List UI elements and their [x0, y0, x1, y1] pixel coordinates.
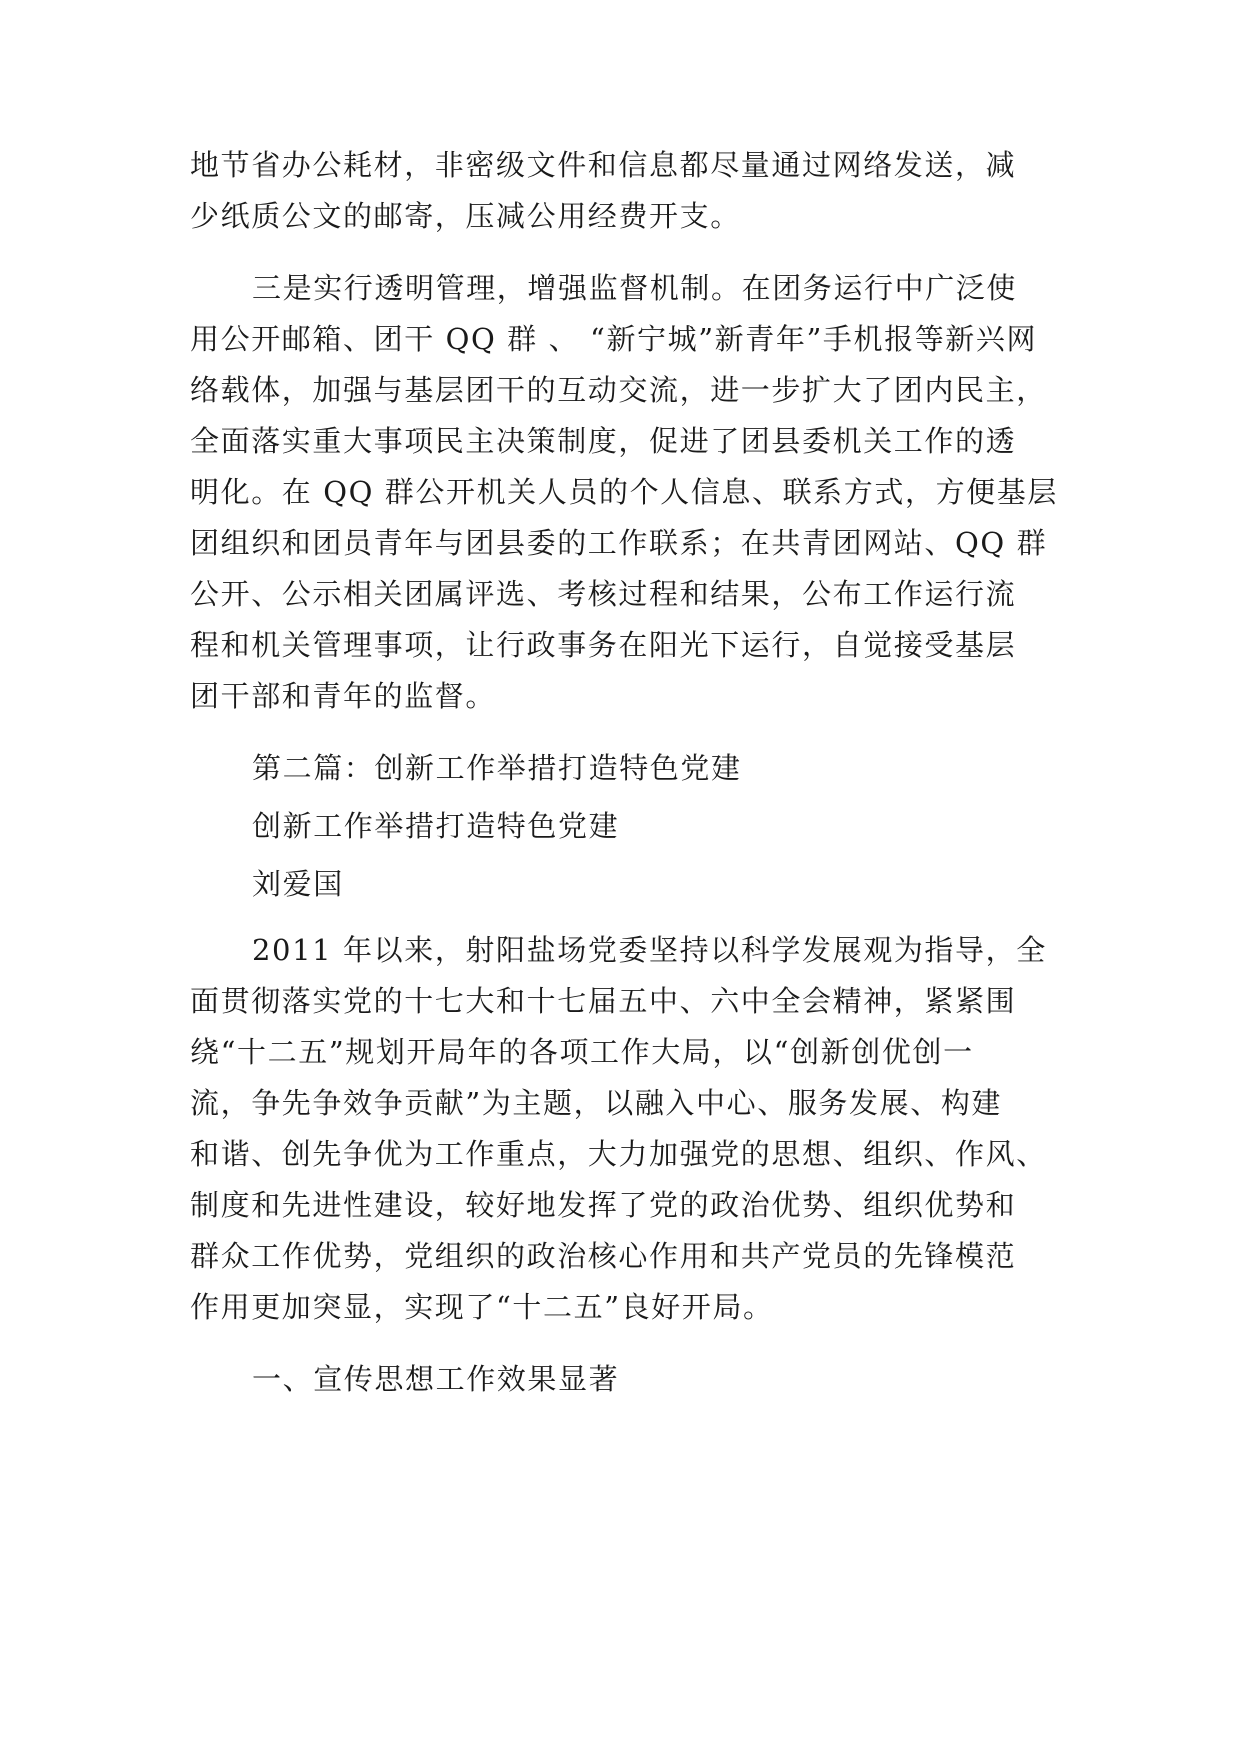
paragraph-line: 群众工作优势，党组织的政治核心作用和共产党员的先锋模范 [190, 1239, 1017, 1273]
paragraph-line: 用公开邮箱、团干 QQ 群 、 “新宁城”新青年”手机报等新兴网 [190, 322, 1038, 356]
paragraph-line: 流，争先争效争贡献”为主题，以融入中心、服务发展、构建 [190, 1086, 1003, 1120]
paragraph-line: 少纸质公文的邮寄，压减公用经费开支。 [190, 199, 741, 233]
paragraph-line: 全面落实重大事项民主决策制度，促进了团县委机关工作的透 [190, 424, 1017, 458]
article-title: 创新工作举措打造特色党建 [252, 809, 620, 843]
section-title: 第二篇：创新工作举措打造特色党建 [252, 751, 742, 785]
author-name: 刘爱国 [252, 867, 344, 901]
paragraph-line: 络载体，加强与基层团干的互动交流，进一步扩大了团内民主， [190, 373, 1047, 407]
paragraph-line: 程和机关管理事项，让行政事务在阳光下运行，自觉接受基层 [190, 628, 1017, 662]
paragraph-line: 制度和先进性建设，较好地发挥了党的政治优势、组织优势和 [190, 1188, 1017, 1222]
paragraph-line: 明化。在 QQ 群公开机关人员的个人信息、联系方式，方便基层 [190, 475, 1058, 509]
paragraph-line: 团干部和青年的监督。 [190, 679, 497, 713]
paragraph-line: 2011 年以来，射阳盐场党委坚持以科学发展观为指导，全 [252, 933, 1047, 967]
paragraph-line: 绕“十二五”规划开局年的各项工作大局，以“创新创优创一 [190, 1035, 974, 1069]
section-heading: 一、宣传思想工作效果显著 [252, 1362, 620, 1396]
paragraph-line: 三是实行透明管理，增强监督机制。在团务运行中广泛使 [252, 271, 1018, 305]
paragraph-line: 面贯彻落实党的十七大和十七届五中、六中全会精神，紧紧围 [190, 984, 1017, 1018]
paragraph-line: 和谐、创先争优为工作重点，大力加强党的思想、组织、作风、 [190, 1137, 1047, 1171]
paragraph-line: 作用更加突显，实现了“十二五”良好开局。 [190, 1290, 774, 1324]
paragraph-line: 团组织和团员青年与团县委的工作联系；在共青团网站、QQ 群 [190, 526, 1048, 560]
paragraph-line: 公开、公示相关团属评选、考核过程和结果，公布工作运行流 [190, 577, 1017, 611]
paragraph-line: 地节省办公耗材，非密级文件和信息都尽量通过网络发送，减 [190, 148, 1017, 182]
